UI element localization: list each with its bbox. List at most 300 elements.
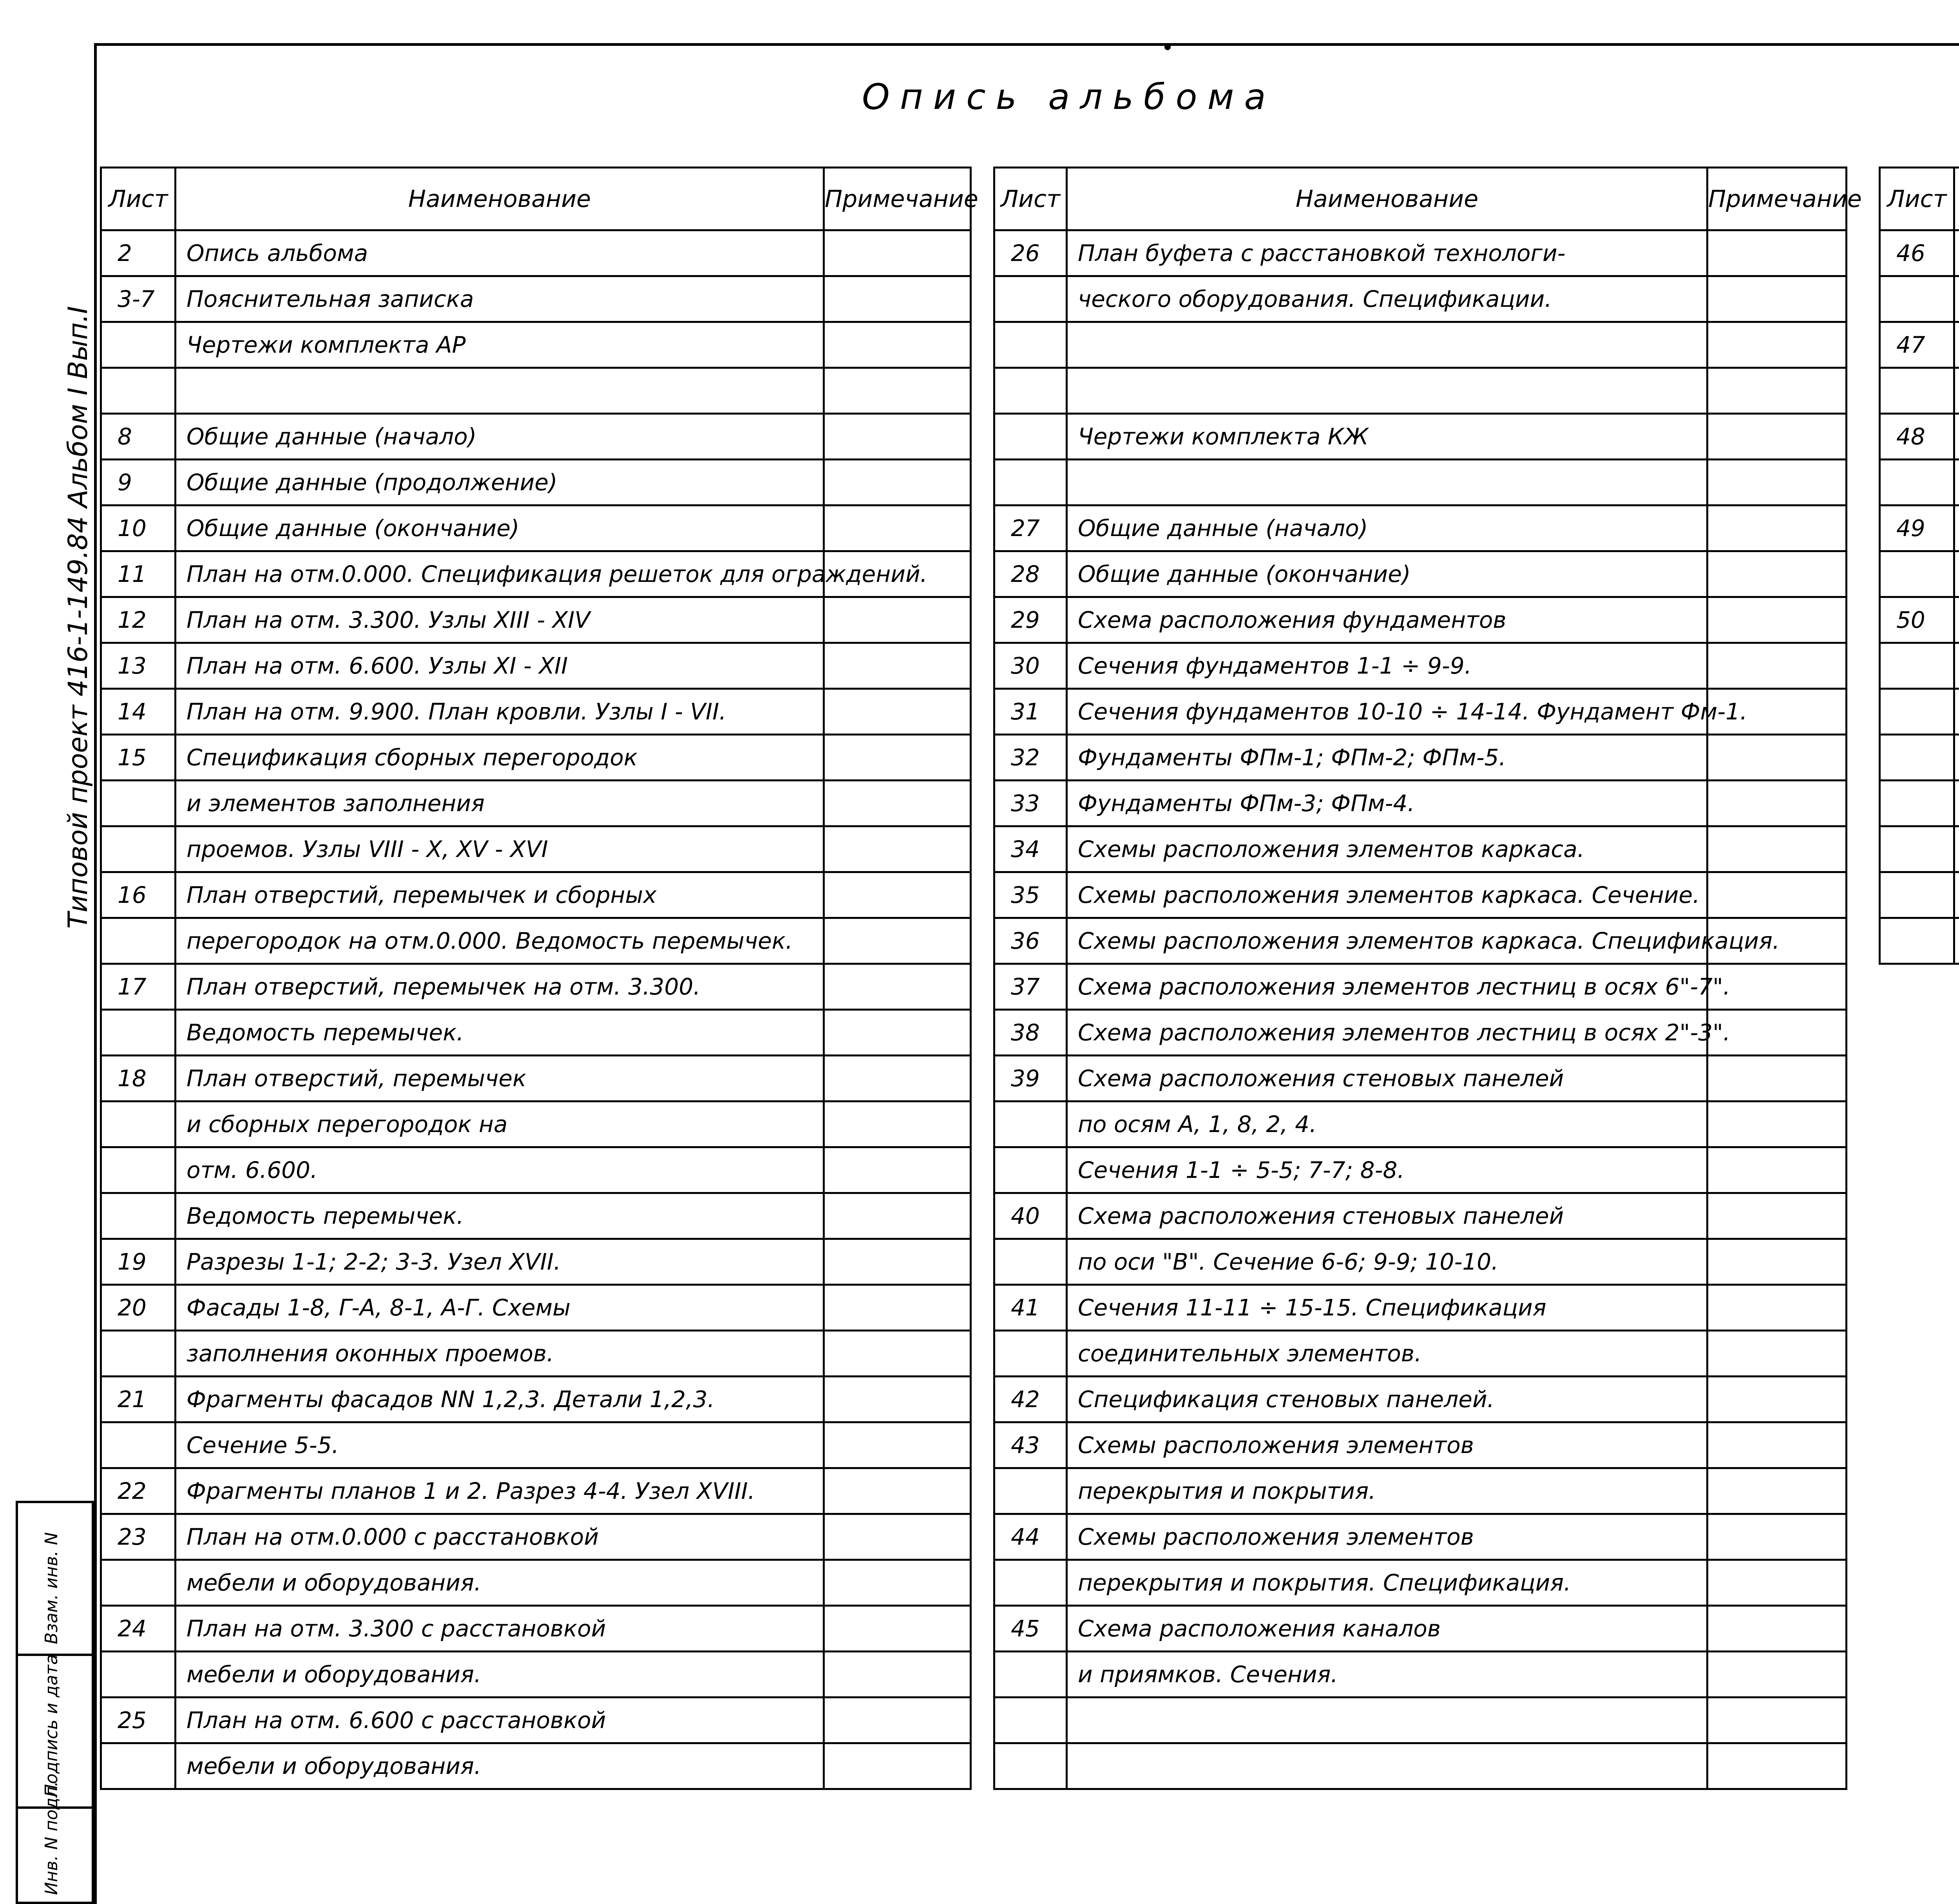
- table-row: [101, 781, 971, 826]
- sheet-cell: 10: [101, 505, 176, 551]
- table-row: [994, 1468, 1847, 1514]
- name-cell: Сечения фундаментов 1-1 ÷ 9-9.: [1067, 643, 1707, 689]
- sheet-cell: [101, 1147, 176, 1193]
- table-row: [1880, 414, 1959, 460]
- sheet-cell: [1880, 368, 1954, 414]
- note-cell: [1707, 1193, 1847, 1239]
- table-row: [101, 826, 971, 872]
- table-row: [994, 551, 1847, 597]
- sheet-cell: [1880, 735, 1954, 781]
- name-cell: Общие данные (окончание): [1067, 551, 1707, 597]
- table-row: [101, 1331, 971, 1377]
- sheet-cell: [1880, 460, 1954, 505]
- name-cell: [176, 368, 824, 414]
- name-cell: План на отм. 3.300 с расстановкой: [176, 1606, 824, 1652]
- sheet-cell: [994, 1101, 1067, 1147]
- note-cell: [1707, 1422, 1847, 1468]
- name-cell: Пояснительная записка: [176, 276, 824, 322]
- table-row: [994, 1743, 1847, 1789]
- note-cell: [1707, 1514, 1847, 1560]
- name-cell: Фундаменты ФПм-3; ФПм-4.: [1067, 781, 1707, 826]
- sheet-cell: [101, 918, 176, 964]
- note-cell: [824, 1514, 971, 1560]
- sheet-cell: 30: [994, 643, 1067, 689]
- note-cell: [824, 689, 971, 735]
- sheet-cell: [1880, 781, 1954, 826]
- note-cell: [824, 1239, 971, 1285]
- name-cell: Общие данные (начало): [1067, 505, 1707, 551]
- table-row: [994, 964, 1847, 1010]
- name-cell: [1954, 505, 1959, 551]
- table-row: [101, 872, 971, 918]
- note-cell: [824, 368, 971, 414]
- name-cell: [1067, 460, 1707, 505]
- table-row: [994, 1377, 1847, 1422]
- sheet-cell: [1880, 276, 1954, 322]
- table-row: [994, 918, 1847, 964]
- table-row: [101, 1422, 971, 1468]
- sheet-cell: 29: [994, 597, 1067, 643]
- sheet-cell: 33: [994, 781, 1067, 826]
- note-cell: [824, 230, 971, 276]
- name-cell: Фрагменты фасадов NN 1,2,3. Детали 1,2,3.: [176, 1377, 824, 1422]
- note-cell: [1707, 1285, 1847, 1331]
- sheet-cell: 48: [1880, 414, 1954, 460]
- table-row: [1880, 460, 1959, 505]
- name-cell: Схема расположения фундаментов: [1067, 597, 1707, 643]
- name-cell: Схемы расположения элементов каркаса. Сечение.: [1067, 872, 1707, 918]
- sheet-cell: [101, 322, 176, 368]
- note-cell: [824, 414, 971, 460]
- header-name: Наименование: [176, 168, 824, 230]
- table-row: [994, 1147, 1847, 1193]
- name-cell: по осям А, 1, 8, 2, 4.: [1067, 1101, 1707, 1147]
- note-cell: [824, 1331, 971, 1377]
- table-row: [1880, 918, 1959, 964]
- name-cell: Схемы расположения элементов каркаса.: [1067, 826, 1707, 872]
- sheet-cell: [994, 460, 1067, 505]
- sheet-cell: [994, 1560, 1067, 1606]
- sheet-cell: [994, 1697, 1067, 1743]
- sheet-cell: [1880, 826, 1954, 872]
- note-cell: [1707, 368, 1847, 414]
- sheet-cell: [101, 1010, 176, 1056]
- sheet-cell: 20: [101, 1285, 176, 1331]
- sheet-cell: 38: [994, 1010, 1067, 1056]
- name-cell: Фундаменты ФПм-1; ФПм-2; ФПм-5.: [1067, 735, 1707, 781]
- sheet-cell: [994, 1239, 1067, 1285]
- name-cell: Спецификация стеновых панелей.: [1067, 1377, 1707, 1422]
- table-row: [994, 1652, 1847, 1697]
- sheet-cell: [994, 1743, 1067, 1789]
- header-sheet: Лист: [101, 168, 176, 230]
- name-cell: и сборных перегородок на: [176, 1101, 824, 1147]
- name-cell: мебели и оборудования.: [176, 1743, 824, 1789]
- sheet-cell: [101, 368, 176, 414]
- page-title: Опись альбома: [862, 76, 1276, 118]
- name-cell: Ведомость перемычек.: [176, 1193, 824, 1239]
- name-cell: Фасады 1-8, Г-А, 8-1, А-Г. Схемы: [176, 1285, 824, 1331]
- table-row: [101, 1697, 971, 1743]
- sheet-cell: [994, 322, 1067, 368]
- note-cell: [824, 918, 971, 964]
- table-row: [101, 230, 971, 276]
- sheet-cell: 36: [994, 918, 1067, 964]
- table-row: [994, 460, 1847, 505]
- name-cell: отм. 6.600.: [176, 1147, 824, 1193]
- name-cell: [1954, 735, 1959, 781]
- table-row: [994, 1606, 1847, 1652]
- note-cell: [1707, 230, 1847, 276]
- sheet-cell: 46: [1880, 230, 1954, 276]
- name-cell: Схема расположения стеновых панелей: [1067, 1193, 1707, 1239]
- name-cell: Ведомость перемычек.: [176, 1010, 824, 1056]
- name-cell: и приямков. Сечения.: [1067, 1652, 1707, 1697]
- name-cell: мебели и оборудования.: [176, 1560, 824, 1606]
- note-cell: [1707, 1331, 1847, 1377]
- sheet-cell: 13: [101, 643, 176, 689]
- sheet-cell: 18: [101, 1056, 176, 1101]
- note-cell: [824, 1468, 971, 1514]
- table-row: [101, 1743, 971, 1789]
- table-row: [101, 1147, 971, 1193]
- table-row: [994, 597, 1847, 643]
- name-cell: [1954, 781, 1959, 826]
- table-row: [101, 597, 971, 643]
- sheet-cell: 23: [101, 1514, 176, 1560]
- name-cell: [1954, 368, 1959, 414]
- table-row: [101, 1652, 971, 1697]
- sheet-cell: [101, 1743, 176, 1789]
- name-cell: перекрытия и покрытия. Спецификация.: [1067, 1560, 1707, 1606]
- sheet-cell: [101, 1652, 176, 1697]
- table-row: [994, 781, 1847, 826]
- note-cell: [1707, 781, 1847, 826]
- name-cell: Схема расположения элементов лестниц в осях 6"-7".: [1067, 964, 1707, 1010]
- table-row: [1880, 781, 1959, 826]
- sheet-cell: [101, 1422, 176, 1468]
- table-row: [1880, 689, 1959, 735]
- sheet-cell: [1880, 872, 1954, 918]
- note-cell: [824, 1193, 971, 1239]
- sheet-cell: 8: [101, 414, 176, 460]
- note-cell: [1707, 551, 1847, 597]
- table-row: [101, 1377, 971, 1422]
- stamp-label: Подпись и дата: [42, 1654, 62, 1797]
- table-row: [101, 1193, 971, 1239]
- sheet-cell: 9: [101, 460, 176, 505]
- name-cell: План буфета с расстановкой технологи-: [1067, 230, 1707, 276]
- note-cell: [824, 781, 971, 826]
- name-cell: [1954, 276, 1959, 322]
- note-cell: [1707, 505, 1847, 551]
- sheet-cell: [1880, 689, 1954, 735]
- note-cell: [1707, 872, 1847, 918]
- name-cell: [1067, 368, 1707, 414]
- sheet-cell: 50: [1880, 597, 1954, 643]
- table-row: [1880, 230, 1959, 276]
- name-cell: перегородок на отм.0.000. Ведомость перемычек.: [176, 918, 824, 964]
- name-cell: Сечения 11-11 ÷ 15-15. Спецификация: [1067, 1285, 1707, 1331]
- name-cell: Схема расположения элементов лестниц в осях 2"-3".: [1067, 1010, 1707, 1056]
- name-cell: по оси "В". Сечение 6-6; 9-9; 10-10.: [1067, 1239, 1707, 1285]
- sheet-cell: [101, 1331, 176, 1377]
- sheet-cell: [994, 1331, 1067, 1377]
- sheet-cell: 24: [101, 1606, 176, 1652]
- sheet-cell: 47: [1880, 322, 1954, 368]
- name-cell: [1954, 643, 1959, 689]
- note-cell: [1707, 460, 1847, 505]
- table-row: [1880, 368, 1959, 414]
- table-row: [994, 1697, 1847, 1743]
- name-cell: заполнения оконных проемов.: [176, 1331, 824, 1377]
- name-cell: [1954, 918, 1959, 964]
- header-note: Примечание: [1707, 168, 1847, 230]
- note-cell: [1707, 643, 1847, 689]
- table-row: [994, 368, 1847, 414]
- name-cell: Схемы расположения элементов: [1067, 1422, 1707, 1468]
- table-row: [994, 826, 1847, 872]
- table-header-row: [101, 168, 971, 230]
- name-cell: План на отм.0.000. Спецификация решеток для ограждений.: [176, 551, 824, 597]
- name-cell: Чертежи комплекта АР: [176, 322, 824, 368]
- contents-table-3: [1879, 167, 1959, 965]
- table-row: [994, 1193, 1847, 1239]
- table-row: [101, 1514, 971, 1560]
- table-row: [101, 1468, 971, 1514]
- sheet-cell: 12: [101, 597, 176, 643]
- note-cell: [824, 1606, 971, 1652]
- sheet-cell: [994, 414, 1067, 460]
- header-name: Наименование: [1067, 168, 1707, 230]
- note-cell: [824, 1560, 971, 1606]
- sheet-cell: 2: [101, 230, 176, 276]
- sheet-cell: [1880, 918, 1954, 964]
- table-row: [101, 1010, 971, 1056]
- note-cell: [824, 1652, 971, 1697]
- sheet-cell: [994, 1147, 1067, 1193]
- name-cell: Чертежи комплекта КЖ: [1067, 414, 1707, 460]
- sheet-cell: 35: [994, 872, 1067, 918]
- sheet-cell: 14: [101, 689, 176, 735]
- table-row: [101, 1101, 971, 1147]
- sheet-cell: 16: [101, 872, 176, 918]
- note-cell: [1707, 597, 1847, 643]
- name-cell: План на отм. 6.600 с расстановкой: [176, 1697, 824, 1743]
- sheet-cell: 34: [994, 826, 1067, 872]
- note-cell: [824, 872, 971, 918]
- header-name: [1954, 168, 1959, 230]
- name-cell: Схема расположения стеновых панелей: [1067, 1056, 1707, 1101]
- name-cell: [1067, 322, 1707, 368]
- note-cell: [1707, 414, 1847, 460]
- table-row: [101, 368, 971, 414]
- name-cell: мебели и оборудования.: [176, 1652, 824, 1697]
- note-cell: [824, 1285, 971, 1331]
- name-cell: перекрытия и покрытия.: [1067, 1468, 1707, 1514]
- registration-mark: [1164, 44, 1171, 50]
- table-row: [101, 1285, 971, 1331]
- table-row: [101, 460, 971, 505]
- table-row: [1880, 597, 1959, 643]
- table-row: [994, 322, 1847, 368]
- table-row: [101, 1560, 971, 1606]
- contents-table-2: [993, 167, 1862, 1790]
- stamp-label: Инв. N подл.: [42, 1781, 62, 1895]
- table-row: [994, 505, 1847, 551]
- sheet-cell: [101, 781, 176, 826]
- table-row: [994, 1285, 1847, 1331]
- name-cell: [1954, 551, 1959, 597]
- sheet-cell: 21: [101, 1377, 176, 1422]
- note-cell: [1707, 1606, 1847, 1652]
- table-row: [994, 1560, 1847, 1606]
- sheet-cell: 3-7: [101, 276, 176, 322]
- name-cell: План на отм.0.000 с расстановкой: [176, 1514, 824, 1560]
- sheet-cell: 49: [1880, 505, 1954, 551]
- name-cell: Схемы расположения элементов каркаса. Спецификация.: [1067, 918, 1707, 964]
- name-cell: Сечение 5-5.: [176, 1422, 824, 1468]
- table-row: [101, 551, 971, 597]
- name-cell: [1954, 872, 1959, 918]
- table-row: [101, 1606, 971, 1652]
- table-row: [994, 230, 1847, 276]
- sheet-cell: [994, 1468, 1067, 1514]
- note-cell: [1707, 322, 1847, 368]
- sheet-cell: [1880, 643, 1954, 689]
- note-cell: [824, 1422, 971, 1468]
- table-row: [101, 918, 971, 964]
- table-row: [101, 322, 971, 368]
- table-row: [994, 1514, 1847, 1560]
- name-cell: План отверстий, перемычек и сборных: [176, 872, 824, 918]
- name-cell: Сечения фундаментов 10-10 ÷ 14-14. Фундамент Фм-1.: [1067, 689, 1707, 735]
- note-cell: [1707, 1697, 1847, 1743]
- name-cell: План на отм. 3.300. Узлы XIII - XIV: [176, 597, 824, 643]
- name-cell: Схемы расположения элементов: [1067, 1514, 1707, 1560]
- note-cell: [1707, 826, 1847, 872]
- name-cell: [1067, 1697, 1707, 1743]
- name-cell: [1954, 414, 1959, 460]
- table-row: [101, 1056, 971, 1101]
- sheet-cell: 37: [994, 964, 1067, 1010]
- table-row: [994, 872, 1847, 918]
- header-note: Примечание: [824, 168, 971, 230]
- table-row: [994, 735, 1847, 781]
- table-row: [101, 276, 971, 322]
- table-row: [994, 276, 1847, 322]
- name-cell: Разрезы 1-1; 2-2; 3-3. Узел XVII.: [176, 1239, 824, 1285]
- name-cell: [1954, 230, 1959, 276]
- name-cell: [1067, 1743, 1707, 1789]
- table-row: [1880, 276, 1959, 322]
- table-row: [994, 1101, 1847, 1147]
- table-row: [1880, 322, 1959, 368]
- note-cell: [824, 1010, 971, 1056]
- note-cell: [824, 1056, 971, 1101]
- note-cell: [824, 826, 971, 872]
- name-cell: Общие данные (окончание): [176, 505, 824, 551]
- sheet-cell: 43: [994, 1422, 1067, 1468]
- name-cell: [1954, 826, 1959, 872]
- name-cell: соединительных элементов.: [1067, 1331, 1707, 1377]
- sheet-cell: [101, 1101, 176, 1147]
- side-project-label: Типовой проект 416-1-149.84 Альбом I Вып.I: [63, 306, 94, 929]
- name-cell: [1954, 322, 1959, 368]
- name-cell: и элементов заполнения: [176, 781, 824, 826]
- sheet-cell: 26: [994, 230, 1067, 276]
- sheet-cell: [101, 826, 176, 872]
- note-cell: [824, 460, 971, 505]
- note-cell: [824, 322, 971, 368]
- sheet-cell: 17: [101, 964, 176, 1010]
- sheet-cell: [994, 1652, 1067, 1697]
- name-cell: План на отм. 9.900. План кровли. Узлы I - VII.: [176, 689, 824, 735]
- table-header-row: [1880, 168, 1959, 230]
- note-cell: [824, 597, 971, 643]
- stamp-cell: [18, 1781, 92, 1902]
- note-cell: [1707, 1239, 1847, 1285]
- sheet-cell: 31: [994, 689, 1067, 735]
- sheet-cell: 41: [994, 1285, 1067, 1331]
- name-cell: Схема расположения каналов: [1067, 1606, 1707, 1652]
- name-cell: [1954, 460, 1959, 505]
- table-row: [1880, 735, 1959, 781]
- note-cell: [824, 276, 971, 322]
- table-row: [1880, 643, 1959, 689]
- table-row: [994, 1422, 1847, 1468]
- name-cell: План отверстий, перемычек: [176, 1056, 824, 1101]
- sheet-cell: 44: [994, 1514, 1067, 1560]
- table-row: [101, 964, 971, 1010]
- name-cell: Спецификация сборных перегородок: [176, 735, 824, 781]
- note-cell: [1707, 1101, 1847, 1147]
- sheet-cell: [1880, 551, 1954, 597]
- note-cell: [1707, 1377, 1847, 1422]
- table-header-row: [994, 168, 1847, 230]
- sheet-cell: 42: [994, 1377, 1067, 1422]
- sheet-cell: [101, 1560, 176, 1606]
- table-row: [994, 1010, 1847, 1056]
- note-cell: [824, 1101, 971, 1147]
- sheet-cell: 45: [994, 1606, 1067, 1652]
- sheet-cell: 22: [101, 1468, 176, 1514]
- name-cell: План на отм. 6.600. Узлы XI - XII: [176, 643, 824, 689]
- table-row: [101, 643, 971, 689]
- note-cell: [1707, 735, 1847, 781]
- sheet-cell: [101, 1193, 176, 1239]
- table-row: [1880, 872, 1959, 918]
- note-cell: [1707, 1056, 1847, 1101]
- table-row: [101, 1239, 971, 1285]
- note-cell: [1707, 1147, 1847, 1193]
- table-row: [994, 414, 1847, 460]
- note-cell: [1707, 1468, 1847, 1514]
- sheet-cell: 15: [101, 735, 176, 781]
- sheet-cell: 28: [994, 551, 1067, 597]
- table-row: [101, 735, 971, 781]
- name-cell: План отверстий, перемычек на отм. 3.300.: [176, 964, 824, 1010]
- sheet-cell: 39: [994, 1056, 1067, 1101]
- stamp-cell: [18, 1503, 92, 1656]
- name-cell: [1954, 597, 1959, 643]
- sheet-cell: 32: [994, 735, 1067, 781]
- header-sheet: Лист: [994, 168, 1067, 230]
- name-cell: проемов. Узлы VIII - X, XV - XVI: [176, 826, 824, 872]
- table-row: [994, 1239, 1847, 1285]
- name-cell: Общие данные (начало): [176, 414, 824, 460]
- note-cell: [1707, 1652, 1847, 1697]
